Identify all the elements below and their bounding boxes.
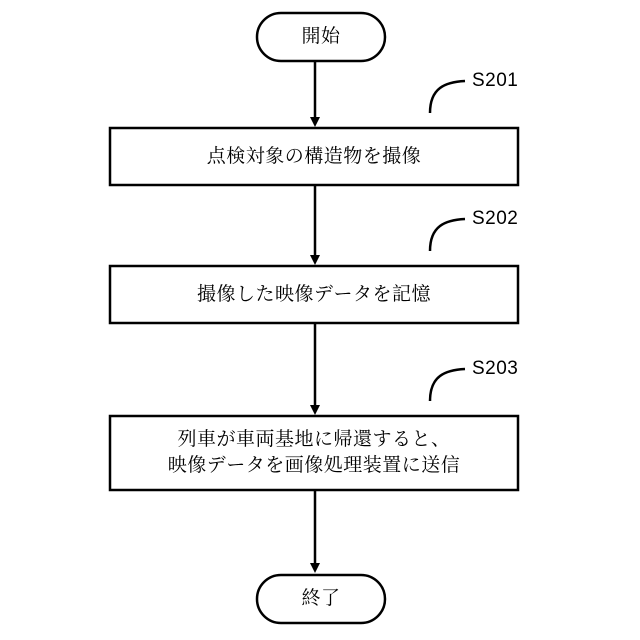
leader-line-s203 bbox=[430, 369, 465, 401]
node-s202-shape bbox=[110, 266, 518, 323]
node-start-shape bbox=[257, 13, 385, 61]
node-s201-shape bbox=[110, 128, 518, 185]
node-start-label: 開始 bbox=[301, 26, 341, 48]
step-label-s203: S203 bbox=[472, 358, 519, 379]
step-label-s201: S201 bbox=[472, 70, 519, 91]
node-s201-label: 点検対象の構造物を撮像 bbox=[206, 145, 422, 167]
leader-line-s202 bbox=[430, 219, 465, 251]
node-end-label: 終了 bbox=[301, 588, 341, 610]
node-s203-label: 列車が車両基地に帰還すると、 映像データを画像処理装置に送信 bbox=[167, 429, 461, 476]
node-s202-label: 撮像した映像データを記憶 bbox=[196, 283, 431, 305]
node-s203-shape bbox=[110, 416, 518, 490]
step-label-s202: S202 bbox=[472, 208, 519, 229]
node-end-shape bbox=[257, 575, 385, 623]
leader-line-s201 bbox=[430, 81, 465, 113]
